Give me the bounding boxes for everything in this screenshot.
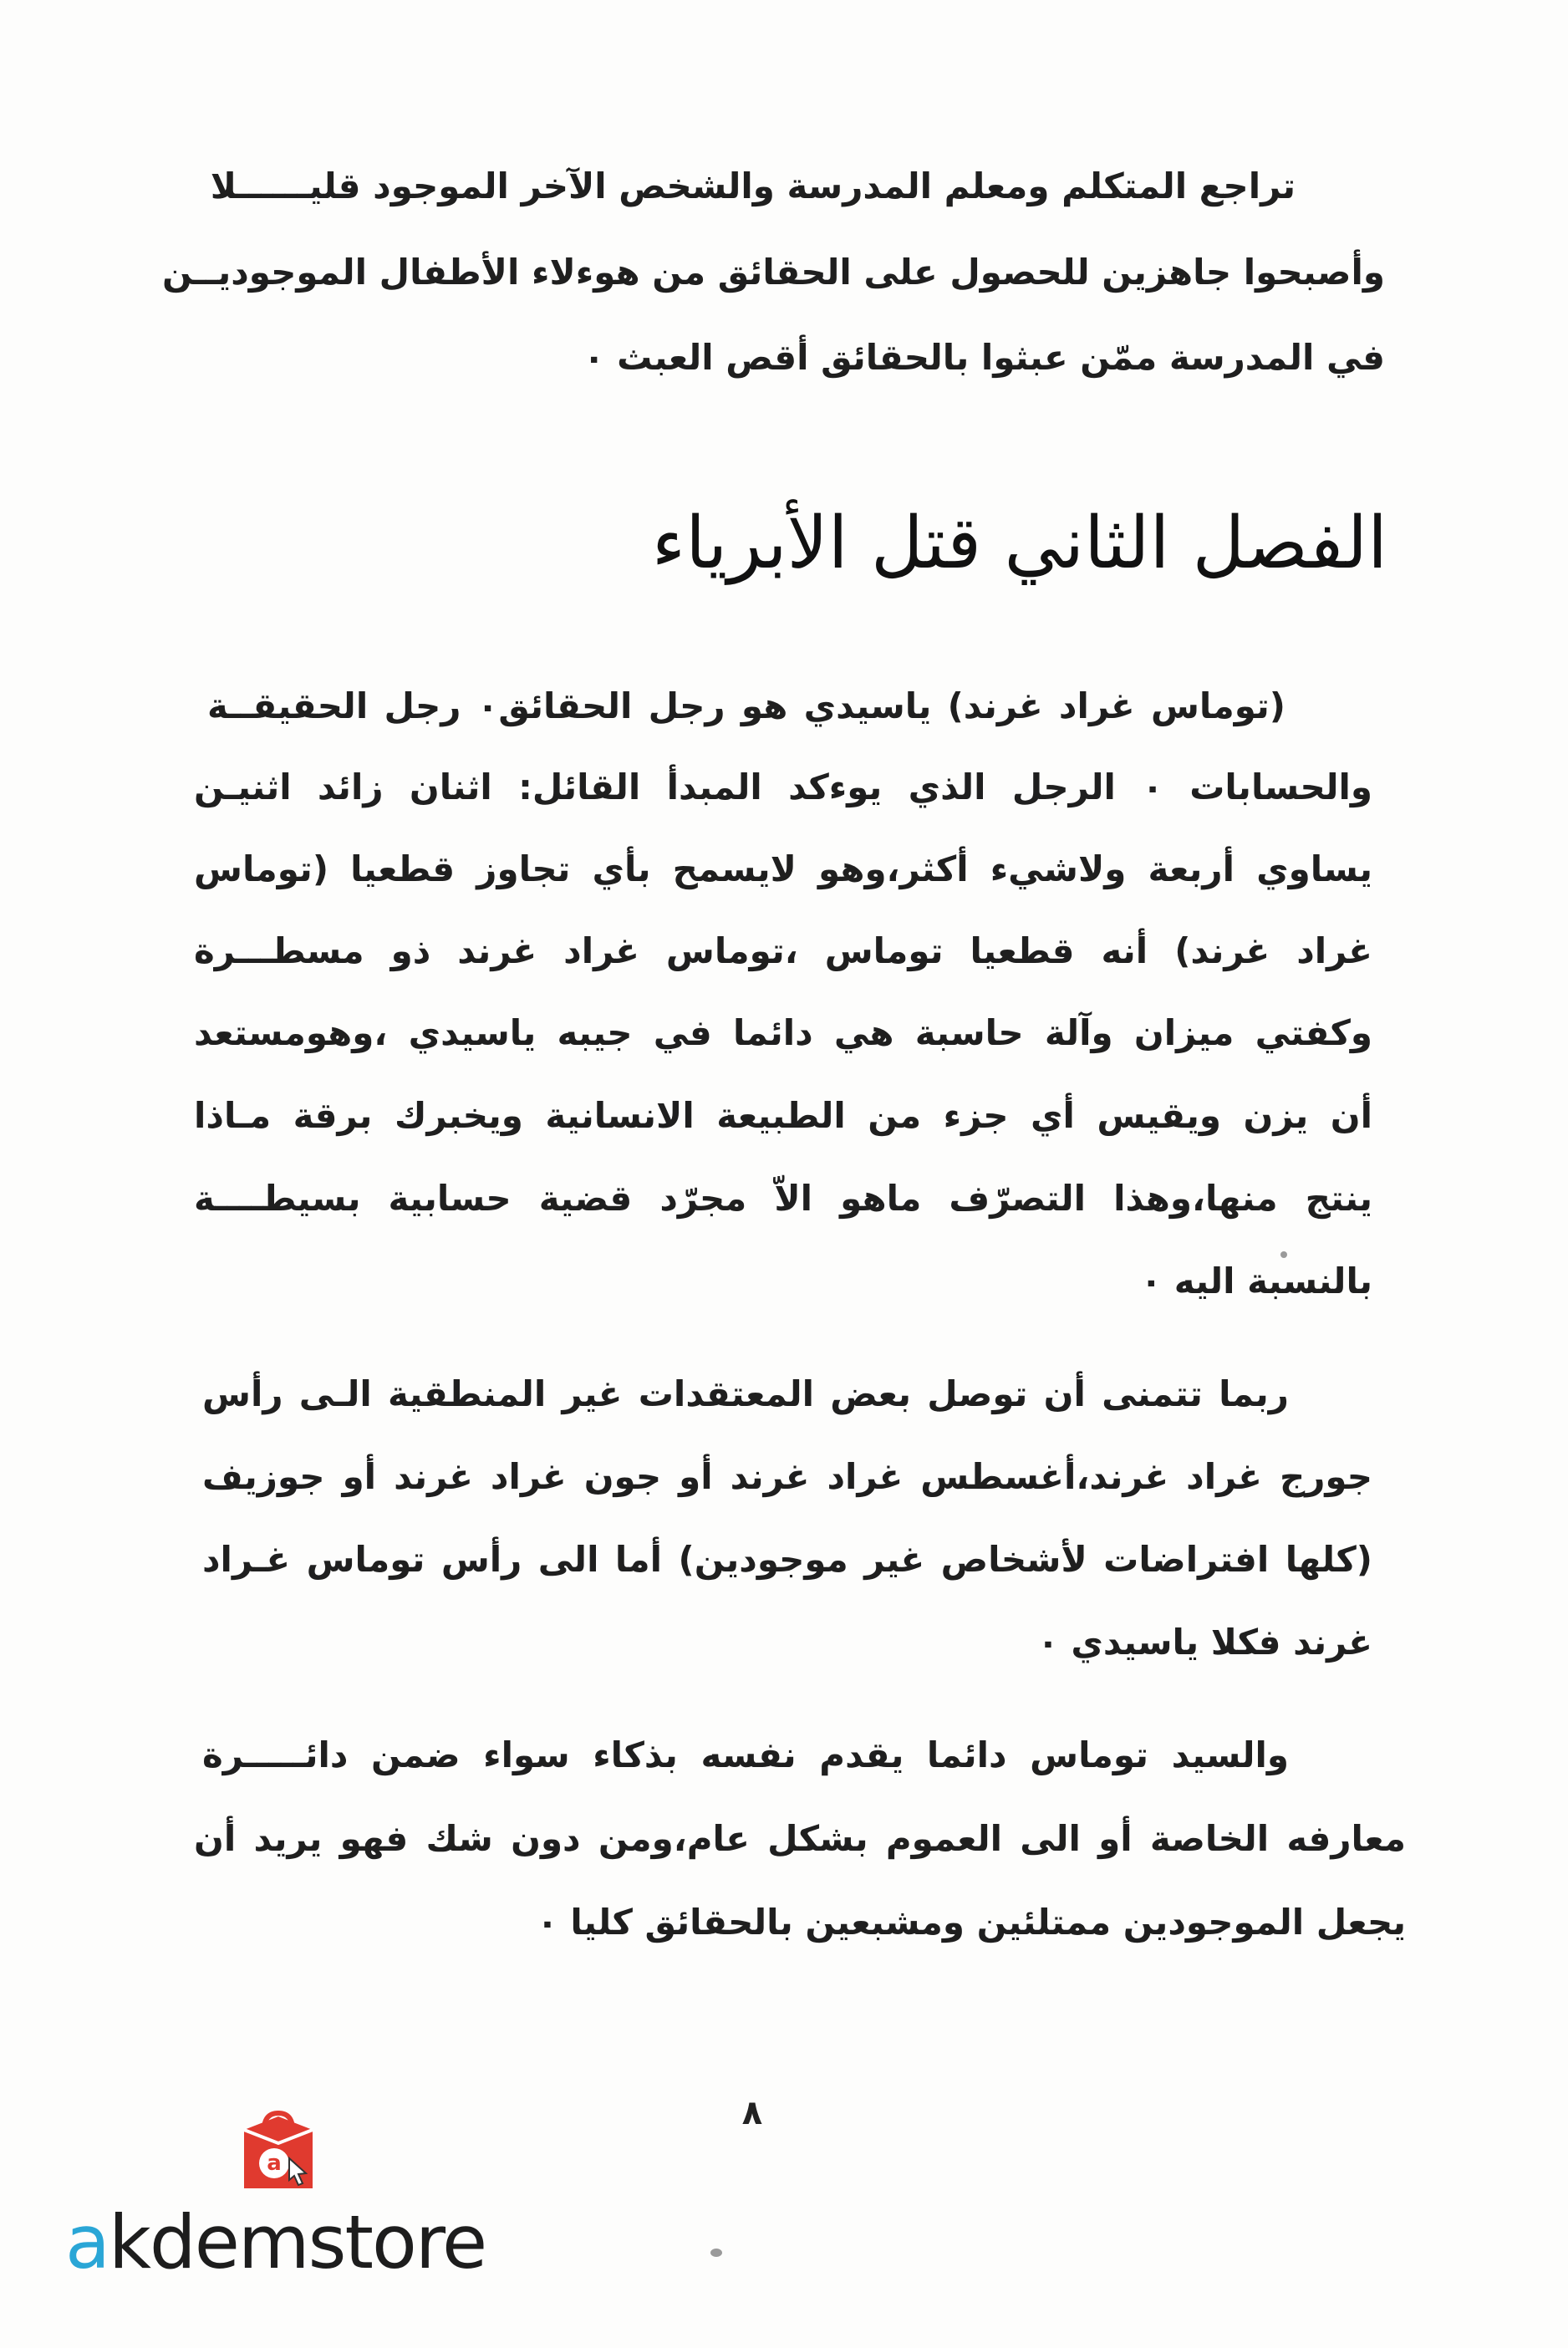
brand-a: a — [65, 2199, 109, 2285]
scan-speck — [710, 2249, 722, 2257]
p2-line-1: ربما تتمنى أن توصل بعض المعتقدات غير المنطقية الـى رأس — [202, 1373, 1289, 1414]
p1-line-4: غراد غرند) أنه قطعيا توماس ،توماس غراد غرند ذو مسطـــرة — [194, 930, 1372, 971]
p3-line-3: يجعل الموجودين ممتلئين ومشبعين بالحقائق كليا ٠ — [537, 1902, 1406, 1943]
p1-line-5: وكفتي ميزان وآلة حاسبة هي دائما في جيبه ياسيدي ،وهومستعد — [194, 1012, 1372, 1053]
chapter-heading: الفصل الثاني قتل الأبرياء — [651, 502, 1387, 585]
intro-line-2: وأصبحوا جاهزين للحصول على الحقائق من هوءلاء الأطفال الموجوديــن — [161, 252, 1385, 293]
p3-line-1: والسيد توماس دائما يقدم نفسه بذكاء سواء ضمن دائـــــرة — [202, 1734, 1289, 1775]
watermark-brand-text — [65, 2199, 486, 2285]
svg-text:a: a — [267, 2151, 282, 2176]
p1-line-7: ينتج منها،وهذا التصرّف ماهو الاّ مجرّد قضية حسابية بسيطــــة — [194, 1178, 1372, 1219]
p2-line-3: (كلها افتراضات لأشخاص غير موجودين) أما الى رأس توماس غـراد — [202, 1539, 1372, 1580]
p3-line-2: معارفه الخاصة أو الى العموم بشكل عام،ومن دون شك فهو يريد أن — [194, 1818, 1406, 1859]
p2-line-4: غرند فكلا ياسيدي ٠ — [1037, 1622, 1372, 1663]
brand-rest: kdemstore — [108, 2199, 486, 2285]
p2-line-2: جورج غراد غرند،أغسطس غراد غرند أو جون غراد غرند أو جوزيف — [202, 1456, 1372, 1497]
intro-line-1: تراجع المتكلم ومعلم المدرسة والشخص الآخر الموجود قليــــــلا — [210, 166, 1296, 206]
watermark-logo — [65, 2106, 517, 2285]
p1-line-1: (توماس غراد غرند) ياسيدي هو رجل الحقائق٠ رجل الحقيقــة — [207, 685, 1285, 726]
p1-line-6: أن يزن ويقيس أي جزء من الطبيعة الانسانية ويخبرك برقة مـاذا — [194, 1095, 1372, 1136]
scan-speck — [1280, 1251, 1287, 1258]
p1-line-2: والحسابات ٠ الرجل الذي يوءكد المبدأ القائل: اثنان زائد اثنيـن — [194, 767, 1373, 807]
p1-line-8: بالنسبة اليه ٠ — [1140, 1261, 1372, 1301]
page-number: ٨ — [741, 2094, 763, 2132]
p1-line-3: يساوي أربعة ولاشيء أكثر،وهو لايسمح بأي تجاوز قطعيا (توماس — [194, 848, 1372, 889]
intro-line-3: في المدرسة ممّن عبثوا بالحقائق أقص العبث ٠ — [583, 337, 1385, 378]
book-bag-cursor-icon — [232, 2106, 324, 2198]
